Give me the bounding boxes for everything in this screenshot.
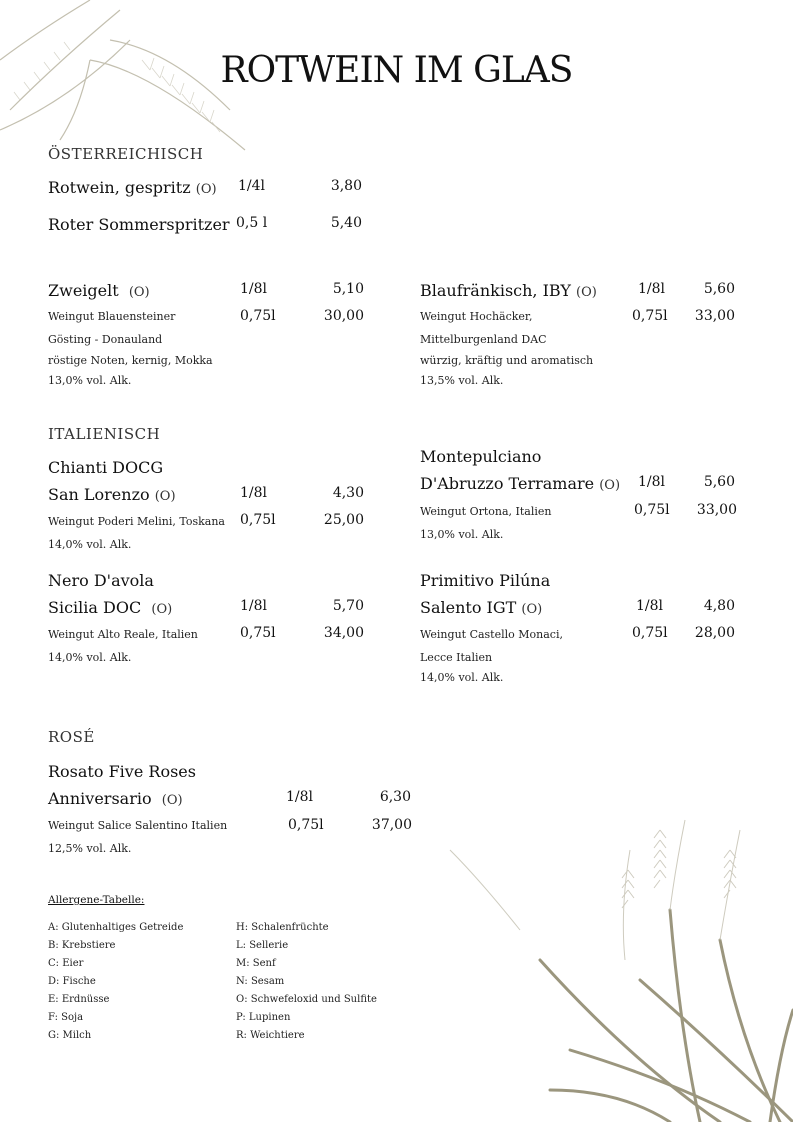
wine-desc: Weingut Hochäcker, <box>420 310 533 323</box>
allergen-item: O: Schwefeloxid und Sulfite <box>236 994 377 1005</box>
section-heading-austrian: ÖSTERREICHISCH <box>48 145 204 163</box>
price-glass: 5,60 <box>703 281 735 297</box>
allergen-item: N: Sesam <box>236 976 285 987</box>
allergen-table-heading: Allergene-Tabelle: <box>48 894 145 906</box>
volume-glass: 1/8l <box>638 281 666 297</box>
wine-alcohol: 13,0% vol. Alk. <box>420 528 504 541</box>
price: 5,40 <box>330 215 362 231</box>
wine-name-san-lorenzo <box>48 485 176 504</box>
wine-name-chianti: Chianti DOCG <box>48 458 164 477</box>
volume-bottle: 0,75l <box>634 502 670 518</box>
volume-bottle: 0,75l <box>240 308 276 324</box>
volume: 0,5 l <box>236 215 268 231</box>
price-bottle: 28,00 <box>694 625 735 641</box>
volume-bottle: 0,75l <box>288 817 324 833</box>
price-bottle: 34,00 <box>323 625 364 641</box>
wine-name-text: Sicilia DOC <box>48 598 142 617</box>
wine-name-zweigelt <box>48 281 150 300</box>
volume-glass: 1/8l <box>636 598 664 614</box>
allergen-code: (O) <box>576 285 597 300</box>
wine-name-montepulciano: Montepulciano <box>420 447 542 466</box>
wine-name-text: Anniversario <box>48 789 152 808</box>
price-glass: 4,30 <box>332 485 364 501</box>
wine-name-text: San Lorenzo <box>48 485 150 504</box>
allergen-item: G: Milch <box>48 1030 92 1041</box>
allergen-code: (O) <box>195 182 217 197</box>
wine-name-text: Blaufränkisch, IBY <box>420 281 571 300</box>
price-glass: 5,70 <box>332 598 364 614</box>
allergen-code: (O) <box>161 793 183 808</box>
price-bottle: 25,00 <box>323 512 364 528</box>
wine-desc: Gösting - Donauland <box>48 333 163 346</box>
wine-desc: Weingut Blauensteiner <box>48 310 176 323</box>
wine-alcohol: 14,0% vol. Alk. <box>420 671 504 684</box>
volume-glass: 1/8l <box>240 281 268 297</box>
price-bottle: 37,00 <box>371 817 412 833</box>
wine-name-gespritz <box>48 178 217 197</box>
wine-name-rosato: Rosato Five Roses <box>48 762 196 781</box>
price-bottle: 30,00 <box>323 308 364 324</box>
price-glass: 4,80 <box>703 598 735 614</box>
wine-name-anniversario <box>48 789 183 808</box>
wine-name-text: Rotwein, gespritz <box>48 178 191 197</box>
wine-desc: röstige Noten, kernig, Mokka <box>48 354 213 367</box>
volume-bottle: 0,75l <box>632 308 668 324</box>
wine-desc: Lecce Italien <box>420 651 493 664</box>
wine-name-abruzzo <box>420 474 620 493</box>
price-glass: 6,30 <box>379 789 411 805</box>
wine-desc: Weingut Alto Reale, Italien <box>48 628 198 641</box>
price-glass: 5,10 <box>332 281 364 297</box>
wine-desc: Weingut Poderi Melini, Toskana <box>48 515 225 528</box>
wine-name-primitivo: Primitivo Pilúna <box>420 571 551 590</box>
allergen-item: C: Eier <box>48 958 84 969</box>
allergen-item: H: Schalenfrüchte <box>236 922 329 933</box>
allergen-item: L: Sellerie <box>236 940 289 951</box>
volume-bottle: 0,75l <box>240 512 276 528</box>
wine-desc: Weingut Castello Monaci, <box>420 628 563 641</box>
allergen-item: F: Soja <box>48 1012 84 1023</box>
allergen-item: R: Weichtiere <box>236 1030 305 1041</box>
wine-desc: Weingut Ortona, Italien <box>420 505 552 518</box>
wine-name-salento <box>420 598 542 617</box>
volume-glass: 1/8l <box>240 485 268 501</box>
allergen-item: M: Senf <box>236 958 276 969</box>
allergen-item: A: Glutenhaltiges Getreide <box>48 922 184 933</box>
wine-desc: würzig, kräftig und aromatisch <box>420 354 594 367</box>
wine-desc: Mittelburgenland DAC <box>420 333 547 346</box>
wine-alcohol: 13,0% vol. Alk. <box>48 374 132 387</box>
volume-glass: 1/8l <box>240 598 268 614</box>
allergen-code: (O) <box>154 489 176 504</box>
wine-name-sicilia <box>48 598 172 617</box>
wine-name-text: D'Abruzzo Terramare <box>420 474 595 493</box>
grass-bottom-right-decoration <box>420 810 793 1122</box>
wine-desc: Weingut Salice Salentino Italien <box>48 819 228 832</box>
wine-name-text: Salento IGT <box>420 598 517 617</box>
section-heading-rose: ROSÉ <box>48 728 95 746</box>
price-bottle: 33,00 <box>696 502 737 518</box>
allergen-code: (O) <box>128 285 150 300</box>
allergen-item: E: Erdnüsse <box>48 994 110 1005</box>
allergen-code: (O) <box>521 602 543 617</box>
volume-bottle: 0,75l <box>632 625 668 641</box>
allergen-code: (O) <box>151 602 173 617</box>
volume: 1/4l <box>238 178 266 194</box>
allergen-code: (O) <box>599 478 621 493</box>
volume-glass: 1/8l <box>638 474 666 490</box>
wine-alcohol: 12,5% vol. Alk. <box>48 842 132 855</box>
price-bottle: 33,00 <box>694 308 735 324</box>
page-title: ROTWEIN IM GLAS <box>220 50 573 91</box>
allergen-item: B: Krebstiere <box>48 940 116 951</box>
wine-alcohol: 14,0% vol. Alk. <box>48 651 132 664</box>
wine-name-text: Zweigelt <box>48 281 119 300</box>
wine-name-nero-davola: Nero D'avola <box>48 571 154 590</box>
price-glass: 5,60 <box>703 474 735 490</box>
volume-glass: 1/8l <box>286 789 314 805</box>
volume-bottle: 0,75l <box>240 625 276 641</box>
wine-name-sommerspritzer: Roter Sommerspritzer <box>48 215 230 234</box>
allergen-item: D: Fische <box>48 976 96 987</box>
allergen-item: P: Lupinen <box>236 1012 291 1023</box>
price: 3,80 <box>330 178 362 194</box>
wine-alcohol: 14,0% vol. Alk. <box>48 538 132 551</box>
section-heading-italian: ITALIENISCH <box>48 425 161 443</box>
wine-name-blaufraenkisch <box>420 281 597 300</box>
wine-alcohol: 13,5% vol. Alk. <box>420 374 504 387</box>
